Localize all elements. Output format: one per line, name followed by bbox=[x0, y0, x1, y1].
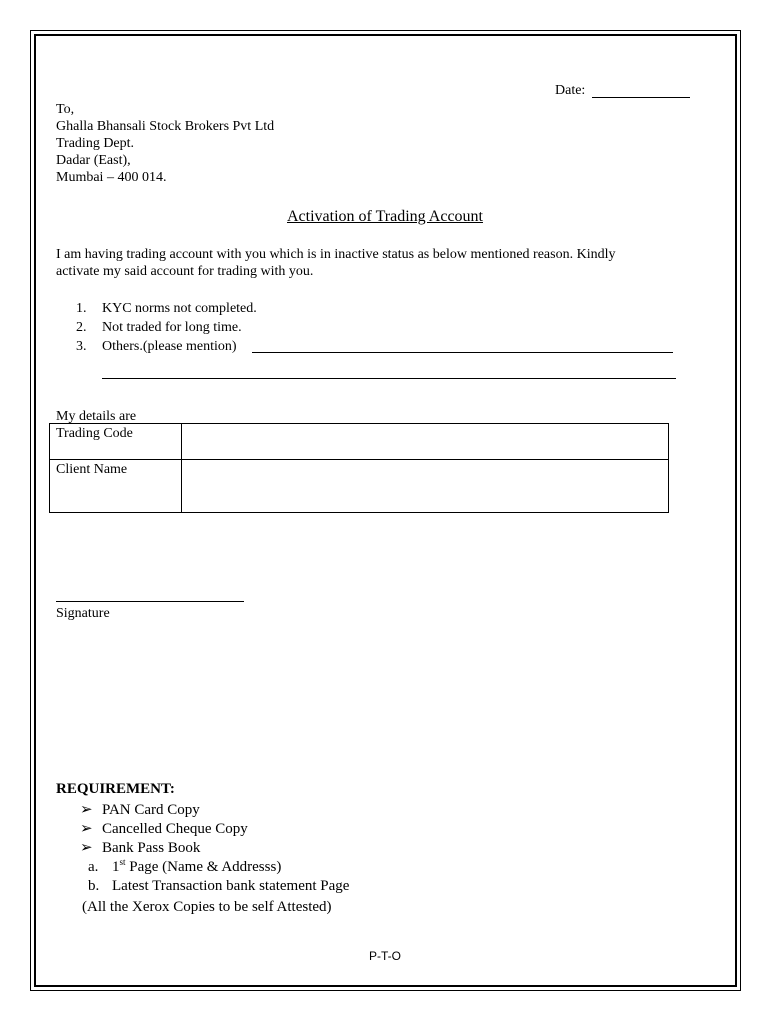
list-item bbox=[80, 839, 248, 858]
address-line: To, bbox=[56, 102, 75, 117]
requirement-heading: REQUIREMENT: bbox=[56, 781, 175, 797]
list-item bbox=[80, 801, 248, 820]
list-text: PAN Card Copy bbox=[102, 802, 200, 818]
list-item bbox=[76, 318, 257, 337]
arrow-bullet-icon: ➢ bbox=[80, 802, 93, 818]
list-letter: a. bbox=[88, 859, 99, 875]
arrow-bullet-icon: ➢ bbox=[80, 840, 93, 856]
signature-line[interactable] bbox=[56, 601, 244, 602]
list-text: Others.(please mention) bbox=[102, 339, 237, 354]
bank-pass-book-sublist bbox=[88, 858, 349, 896]
list-text: KYC norms not completed. bbox=[102, 301, 257, 316]
paragraph-line: activate my said account for trading with you. bbox=[56, 264, 314, 279]
paragraph-line: I am having trading account with you which is in inactive status as below mentioned reason. Kindly bbox=[56, 247, 616, 262]
title-text: Activation of Trading Account bbox=[287, 208, 483, 225]
list-item bbox=[80, 820, 248, 839]
date-label: Date: bbox=[555, 83, 586, 98]
table-row bbox=[50, 424, 669, 460]
sub-item-suffix: Page (Name & Addresss) bbox=[125, 859, 282, 875]
reason-list bbox=[76, 299, 257, 356]
list-text bbox=[112, 858, 281, 877]
trading-code-label: Trading Code bbox=[50, 424, 182, 460]
request-paragraph bbox=[56, 246, 616, 280]
list-text: Cancelled Cheque Copy bbox=[102, 821, 248, 837]
address-line: Mumbai – 400 014. bbox=[56, 170, 167, 185]
list-text: Not traded for long time. bbox=[102, 320, 242, 335]
address-line: Dadar (East), bbox=[56, 153, 131, 168]
details-label: My details are bbox=[56, 409, 137, 424]
client-name-label: Client Name bbox=[50, 460, 182, 513]
list-text: Latest Transaction bank statement Page bbox=[112, 878, 350, 894]
list-number: 3. bbox=[76, 339, 87, 354]
document-title bbox=[0, 208, 770, 225]
list-letter: b. bbox=[88, 878, 100, 894]
client-name-field[interactable] bbox=[182, 460, 669, 513]
arrow-bullet-icon: ➢ bbox=[80, 821, 93, 837]
address-line: Ghalla Bhansali Stock Brokers Pvt Ltd bbox=[56, 119, 275, 134]
address-line: Trading Dept. bbox=[56, 136, 135, 151]
requirement-list bbox=[80, 801, 248, 858]
recipient-address bbox=[56, 101, 274, 186]
list-text: Bank Pass Book bbox=[102, 840, 201, 856]
list-item bbox=[88, 858, 349, 877]
client-details-table bbox=[49, 423, 669, 513]
list-item bbox=[88, 877, 349, 896]
list-number: 1. bbox=[76, 301, 87, 316]
page-turn-over: P-T-O bbox=[369, 949, 401, 963]
date-field-line[interactable] bbox=[592, 97, 690, 98]
table-row bbox=[50, 460, 669, 513]
trading-code-field[interactable] bbox=[182, 424, 669, 460]
sub-item-prefix: 1 bbox=[112, 859, 120, 875]
list-item bbox=[76, 337, 257, 356]
others-reason-field-line[interactable] bbox=[252, 352, 673, 353]
others-reason-continuation-line[interactable] bbox=[102, 378, 676, 379]
ordinal-suffix: st bbox=[119, 857, 126, 867]
signature-label: Signature bbox=[56, 606, 110, 621]
list-item bbox=[76, 299, 257, 318]
attestation-note: (All the Xerox Copies to be self Attested) bbox=[82, 899, 332, 915]
list-number: 2. bbox=[76, 320, 87, 335]
